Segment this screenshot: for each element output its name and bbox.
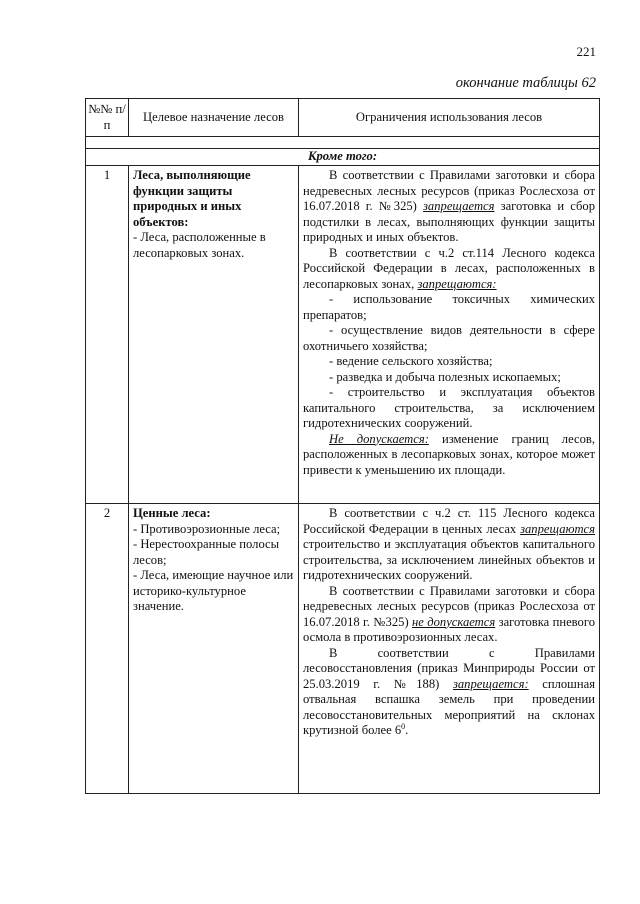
header-purpose: Целевое назначение лесов (129, 99, 299, 137)
page-number: 221 (576, 44, 596, 59)
restriction-paragraph: В соответствии с Правилами заготовки и сбора недревесных лесных ресурсов (приказ Рослесхоза от 16.07.2018 г. №325) запрещается заготовка и сбор подстилки в лесах, выполняющих функции защиты природных и иных объектов. (303, 168, 595, 244)
table-row (86, 504, 600, 794)
header-number: №№ п/п (86, 99, 129, 137)
purpose-note: - Леса, имеющие научное или историко-культурное значение. (133, 568, 294, 613)
table-row (86, 166, 600, 504)
emphasis: запрещаются: (417, 276, 497, 291)
purpose-note: - Нерестоохранные полосы лесов; (133, 537, 280, 567)
list-item: - разведка и добыча полезных ископаемых; (329, 369, 561, 384)
emphasis: запрещаются (520, 521, 595, 536)
restriction-paragraph: В соответствии с Правилами заготовки и сбора недревесных лесных ресурсов (приказ Рослесхоза от 16.07.2018 г. №325) не допускается заготовка пневого осмола в противоэрозионных лесах. (303, 583, 595, 644)
emphasis: не допускается (412, 614, 496, 629)
purpose-note: - Леса, расположенные в лесопарковых зонах. (133, 230, 266, 260)
list-item: - ведение сельского хозяйства; (329, 354, 493, 368)
restrictions-cell (299, 504, 600, 794)
restriction-paragraph: В соответствии с Правилами лесовосстановления (приказ Минприроды России от 25.03.2019 г. №188) запрещается: сплошная отвальная вспашка земель при проведении лесовосстановительных мероприятий на склонах крутизной более $6^0$. (303, 645, 595, 737)
purpose-title: Леса, выполняющие функции защиты природных и иных объектов: (133, 168, 251, 229)
restrictions-cell (299, 166, 600, 504)
degree-superscript: 0 (401, 721, 406, 731)
header-restrictions: Ограничения использования лесов (299, 99, 600, 137)
emphasis: запрещается: (452, 676, 529, 691)
table-header-row (86, 99, 600, 137)
purpose-cell (129, 504, 299, 794)
emphasis: запрещается (423, 199, 495, 213)
restrictions-table (85, 98, 600, 794)
purpose-note: - Противоэрозионные леса; (133, 521, 281, 536)
purpose-title: Ценные леса: (133, 506, 211, 520)
row-number: 2 (86, 504, 129, 794)
list-item: - использование токсичных химических препаратов; (303, 292, 595, 322)
list-item: - осуществление видов деятельности в сфере охотничьего хозяйства; (303, 323, 595, 353)
list-item: - строительство и эксплуатация объектов капитального строительства, за исключением гидротехнических сооружений. (303, 385, 595, 430)
emphasis: Не допускается: (329, 431, 429, 446)
restriction-paragraph: В соответствии с ч.2 ст. 115 Лесного кодекса Российской Федерации в ценных лесах запрещаются строительство и эксплуатация объектов капитального строительства, за исключением линейных объектов и гидротехнических сооружений. (303, 506, 595, 582)
table-caption: окончание таблицы 62 (455, 75, 596, 91)
restriction-paragraph: В соответствии с ч.2 ст.114 Лесного кодекса Российской Федерации в лесах, расположенных в лесопарковых зонах, запрещаются: (303, 245, 595, 291)
subheader-text: Кроме того: (86, 149, 600, 166)
spacer-row (86, 137, 600, 149)
row-number: 1 (86, 166, 129, 504)
purpose-cell (129, 166, 299, 504)
subheader-row (86, 149, 600, 166)
restriction-paragraph: Не допускается: изменение границ лесов, расположенных в лесопарковых зонах, которое может привести к уменьшению их площади. (303, 431, 595, 477)
